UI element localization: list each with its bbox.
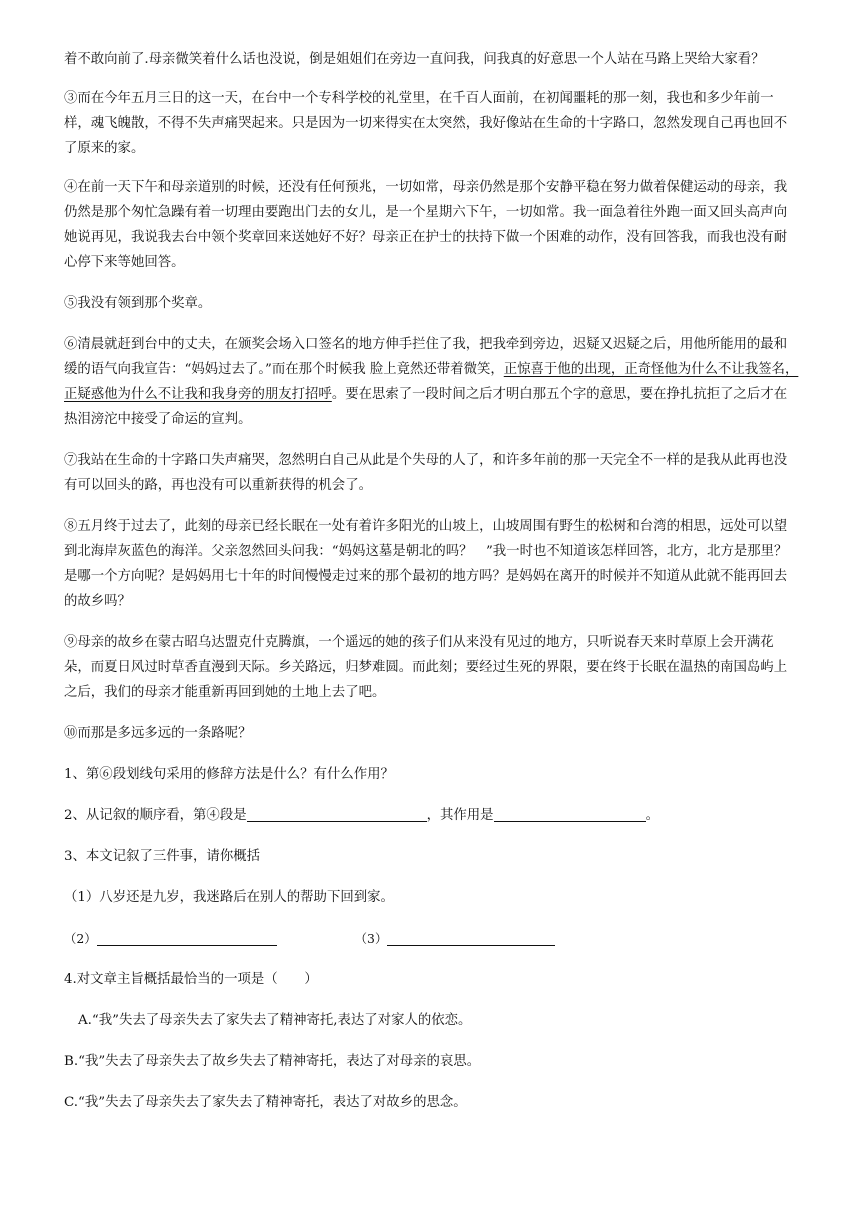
- option-c: C.“我”失去了母亲失去了家失去了精神寄托，表达了对故乡的思念。: [64, 1095, 467, 1110]
- paragraph-9: ⑨母亲的故乡在蒙古昭乌达盟克什克腾旗，一个遥远的她的孩子们从来没有见过的地方，只听说春天来时草原上会开满花朵，而夏日风过时草香直漫到天际。乡关路远，归梦难圆。而此刻；要经过生死的界限，要在终于长眠在温热的南国岛屿上之后，我们的母亲才能重新再回到她的土地上去了吧。: [64, 635, 788, 700]
- question-2-text-b: ，其作用是: [426, 808, 494, 823]
- paragraph-6-text-after: 。要在思索了一段时间之后才明白那五个字的意思，要在挣扎抗拒了之后才在热泪滂沱中接受了命运的宣判。: [64, 387, 788, 427]
- option-a: A.“我”失去了母亲失去了家失去了精神寄托,表达了对家人的依恋。: [78, 1013, 472, 1028]
- question-3-item-3-label: （3）: [354, 931, 388, 946]
- question-2-text-c: 。: [645, 808, 659, 823]
- document-page: [64, 47, 800, 1115]
- paragraph-3: ③而在今年五月三日的这一天，在台中一个专科学校的礼堂里，在千百人面前，在初闻噩耗的那一刻，我也和多少年前一样，魂飞魄散，不得不失声痛哭起来。只是因为一切来得实在太突然，我好像站在生命的十字路口，忽然发现自己再也回不了原来的家。: [64, 91, 788, 156]
- paragraph-10: ⑩而那是多远多远的一条路呢？: [64, 726, 252, 741]
- question-2: [64, 803, 800, 828]
- question-3-items-2-3: [64, 926, 800, 951]
- question-3-item-2-label: （2）: [64, 931, 97, 946]
- underlined-sentence: 正惊喜于他的出现，正奇怪他为什么不让我签名，正疑惑他为什么不让我和我身旁的朋友打招呼: [64, 362, 799, 402]
- paragraph-6: [64, 332, 800, 432]
- option-b: B.“我”失去了母亲失去了故乡失去了精神寄托，表达了对母亲的哀思。: [64, 1054, 481, 1069]
- paragraph-6-text-before: ⑥清晨就赶到台中的丈夫，在颁奖会场入口签名的地方伸手拦住了我，把我牵到旁边，迟疑又迟疑之后，用他所能用的最和缓的语气向我宣告：“妈妈过去了。”而在那个时候我 脸上竟然还带着微笑，: [64, 337, 788, 377]
- paragraph-4: ④在前一天下午和母亲道别的时候，还没有任何预兆，一切如常，母亲仍然是那个安静平稳在努力做着保健运动的母亲，我仍然是那个匆忙急躁有着一切理由要跑出门去的女儿，是一个星期六下午，一切如常。我一面急着往外跑一面又回头高声向她说再见，我说我去台中领个奖章回来送她好不好？母亲正在护士的扶持下做一个困难的动作，没有回答我，而我也没有耐心停下来等她回答。: [64, 180, 788, 270]
- question-4: 4.对文章主旨概括最恰当的一项是（ ）: [64, 972, 318, 987]
- question-1: 1、第⑥段划线句采用的修辞方法是什么？有什么作用？: [64, 767, 394, 782]
- paragraph-continued: 着不敢向前了.母亲微笑着什么话也没说，倒是姐姐们在旁边一直问我，问我真的好意思一个人站在马路上哭给大家看？: [64, 52, 765, 67]
- paragraph-5: ⑤我没有领到那个奖章。: [64, 296, 212, 311]
- answer-blank-sequence[interactable]: [247, 807, 427, 822]
- paragraph-8: ⑧五月终于过去了，此刻的母亲已经长眠在一处有着许多阳光的山坡上，山坡周围有野生的松树和台湾的相思，远处可以望到北海岸灰蓝色的海洋。父亲忽然回头问我：“妈妈这墓是朝北的吗？ ”我一时也不知道该怎样回答，北方，北方是那里？是哪一个方向呢？是妈妈用七十年的时间慢慢走过来的那个最初的地方吗？是妈妈在离开的时候并不知道从此就不能再回去的故乡吗？: [64, 519, 788, 609]
- answer-blank-function[interactable]: [494, 807, 646, 822]
- answer-blank-event-3[interactable]: [387, 931, 555, 946]
- question-2-text-a: 2、从记叙的顺序看，第④段是: [64, 808, 247, 823]
- question-3-item-1: （1）八岁还是九岁，我迷路后在别人的帮助下回到家。: [64, 890, 394, 905]
- question-3: 3、本文记叙了三件事，请你概括: [64, 849, 260, 864]
- paragraph-7: ⑦我站在生命的十字路口失声痛哭，忽然明白自己从此是个失母的人了，和许多年前的那一天完全不一样的是我从此再也没有可以回头的路，再也没有可以重新获得的机会了。: [64, 453, 788, 493]
- answer-blank-event-2[interactable]: [97, 931, 277, 946]
